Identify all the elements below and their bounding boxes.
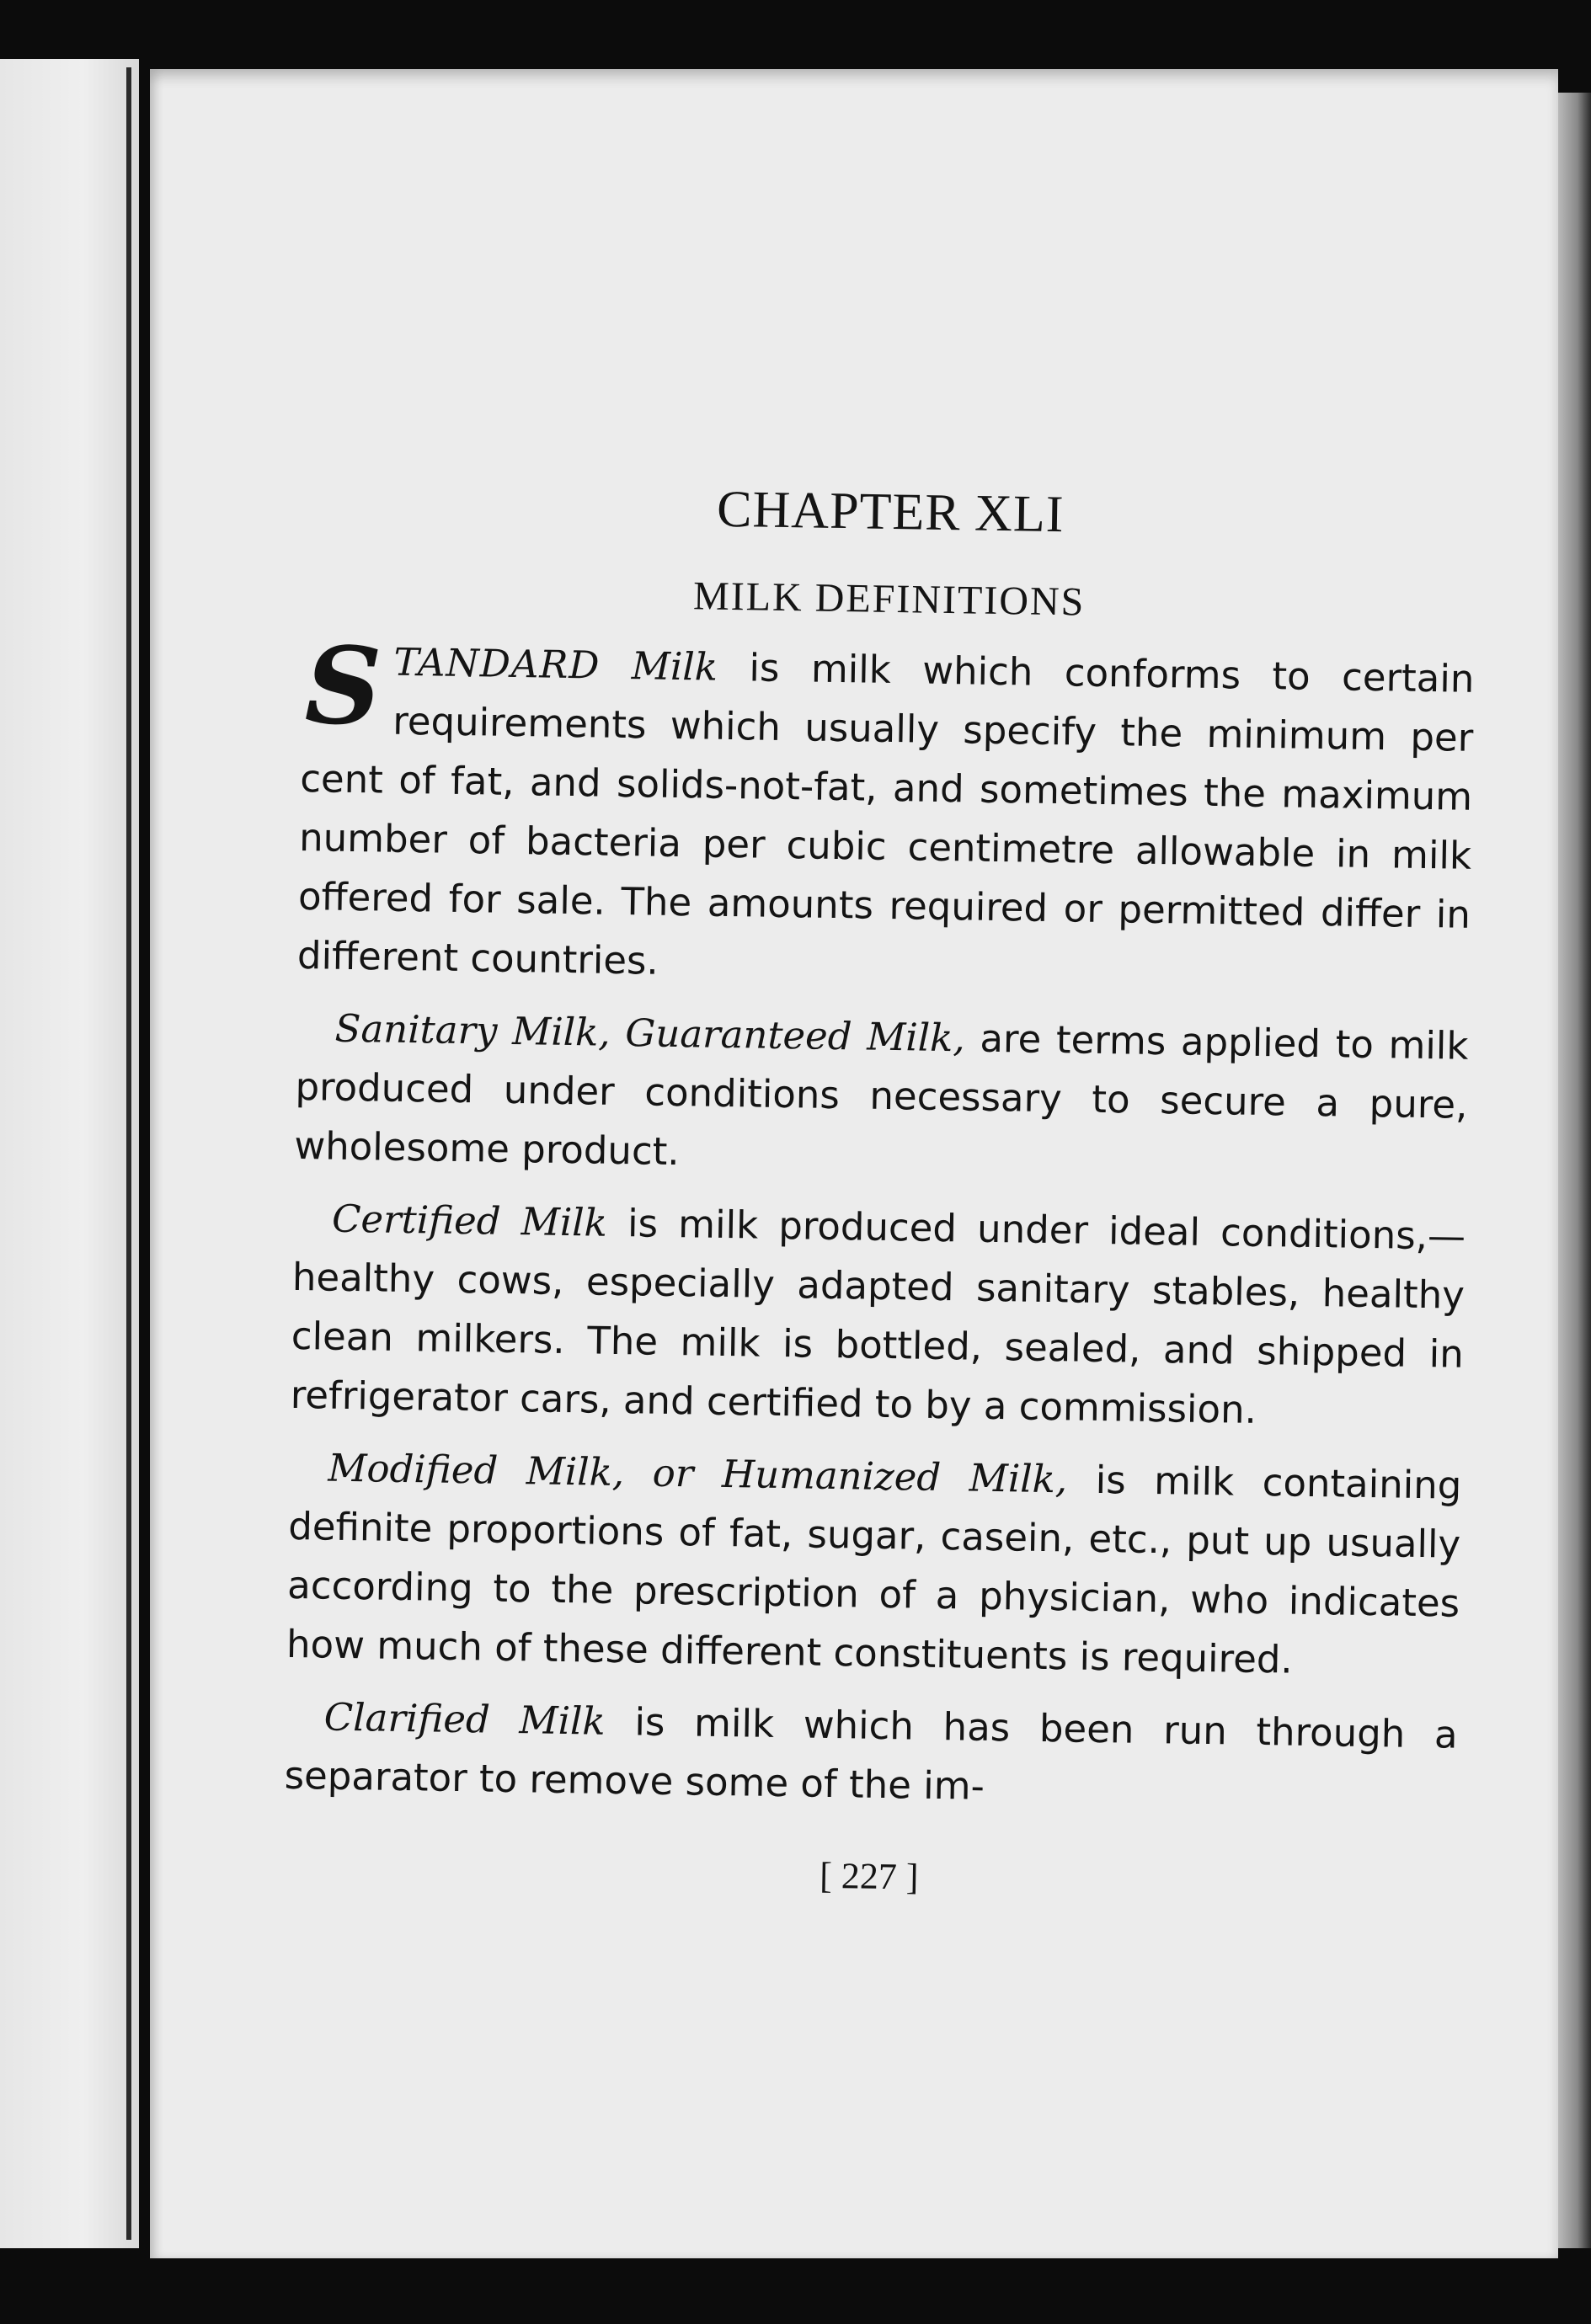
drop-cap: S	[303, 623, 383, 749]
defined-term: TANDARD	[393, 639, 601, 688]
paragraph-certified-milk	[290, 1189, 1466, 1443]
term-connector: or	[623, 1450, 723, 1496]
defined-term: Sanitary Milk, Guaranteed Milk,	[334, 1005, 966, 1061]
paragraph-clarified-milk	[284, 1687, 1458, 1824]
defined-term: Certified Milk	[331, 1196, 608, 1245]
book-page	[150, 69, 1558, 2258]
binding-gutter	[126, 67, 131, 2240]
paragraph-text: is milk which has been run through a separator to remove some of the im-	[284, 1698, 1459, 1809]
defined-term: Humanized Milk,	[721, 1451, 1068, 1502]
paragraph-standard-milk	[296, 623, 1475, 1004]
left-page-edge	[0, 59, 139, 2248]
paragraph-modified-milk	[286, 1438, 1462, 1692]
page-stack-edge	[1556, 93, 1591, 2248]
paragraph-text: are terms applied to milk produced under conditions necessary to secure a pure, wholesome product.	[294, 1015, 1469, 1175]
page-number: [ 227 ]	[819, 1854, 919, 1898]
defined-term: Clarified Milk	[323, 1694, 606, 1744]
defined-term: Modified Milk,	[328, 1445, 625, 1495]
paragraph-text: is milk which conforms to certain requirements which usually specify the minimum per cent of fat, and solids-not-fat, and sometimes the maximum number of bacteria per cubic centimetre allowable in milk offered for sale. The amounts required or permitted differ in different countries.	[296, 644, 1475, 983]
defined-term: Milk	[600, 642, 718, 690]
page-text-block	[283, 473, 1477, 1907]
paragraph-text: is milk produced under ideal conditions,— healthy cows, especially adapted sanitary stables, healthy clean milkers. The milk is bottled, sealed, and shipped in refrigerator cars, and certified to by a commission.	[290, 1200, 1466, 1432]
paragraph-text: is milk containing definite proportions of fat, sugar, casein, etc., put up usually according to the prescription of a physician, who indicates how much of these different constituents is required.	[286, 1457, 1462, 1682]
body-text	[284, 623, 1475, 1824]
chapter-heading: CHAPTER XLI	[716, 480, 1065, 544]
chapter-title: MILK DEFINITIONS	[692, 573, 1086, 625]
paragraph-sanitary-milk	[294, 999, 1469, 1194]
